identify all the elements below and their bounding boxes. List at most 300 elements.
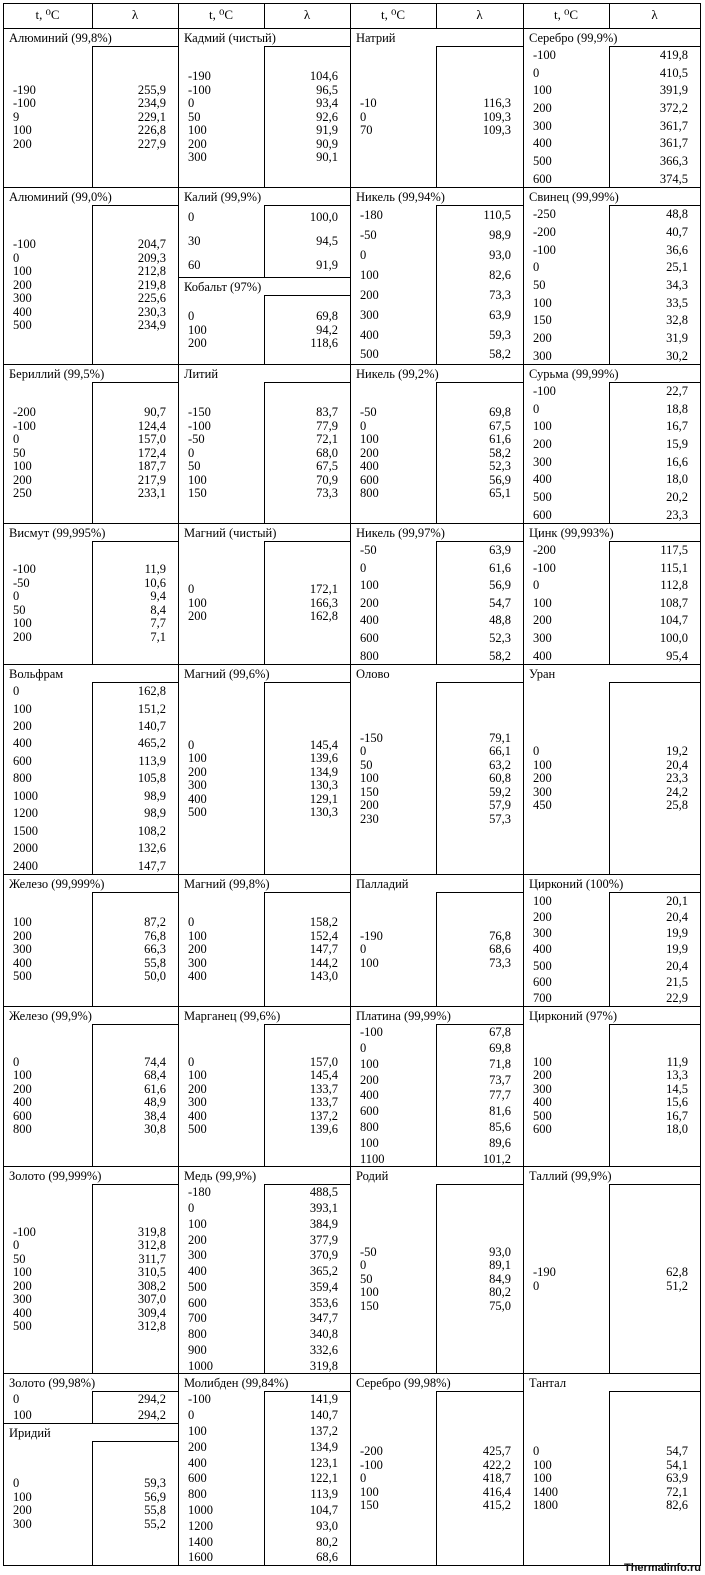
- temperature-value: -100: [533, 384, 556, 399]
- temperature-value: 230: [360, 811, 379, 826]
- grid-line-horizontal: [92, 1184, 179, 1185]
- lambda-value: 52,3: [489, 459, 511, 474]
- lambda-value: 113,9: [138, 753, 166, 768]
- lambda-value: 310,5: [137, 1265, 166, 1279]
- temperature-value: 600: [533, 507, 552, 522]
- grid-line-vertical: [700, 3, 701, 1566]
- temperature-value: 500: [533, 153, 552, 168]
- material-title: Родий: [356, 1169, 389, 1183]
- lambda-value: 90,1: [316, 150, 338, 165]
- temperature-value: 0: [360, 1041, 367, 1056]
- material-title: Никель (99,94%): [356, 190, 445, 204]
- temperature-value: 300: [533, 348, 552, 363]
- temperature-value: 600: [360, 1104, 379, 1119]
- temperature-value: 200: [13, 928, 32, 943]
- grid-line-vertical: [350, 3, 351, 1566]
- material-title: Платина (99,99%): [356, 1009, 451, 1023]
- lambda-value: 312,8: [137, 1238, 166, 1252]
- temperature-value: 100: [360, 267, 379, 282]
- lambda-value: 172,1: [309, 582, 338, 597]
- lambda-value: 13,3: [666, 1068, 688, 1082]
- temperature-value: 100: [360, 1135, 379, 1150]
- material-title: Магний (чистый): [184, 526, 277, 540]
- lambda-value: 59,2: [489, 784, 511, 799]
- lambda-value: 172,4: [137, 445, 166, 460]
- lambda-value: 90,7: [144, 405, 166, 420]
- grid-line-horizontal: [436, 682, 524, 683]
- temperature-value: -100: [13, 1224, 36, 1239]
- lambda-value: 48,8: [489, 613, 511, 628]
- temperature-value: -190: [188, 69, 211, 84]
- lambda-value: 10,6: [144, 575, 166, 590]
- grid-line-horizontal: [178, 277, 351, 278]
- temperature-value: 100: [533, 893, 552, 908]
- grid-line-horizontal: [264, 46, 351, 47]
- lambda-value: 109,3: [482, 109, 511, 124]
- lambda-value: 162,8: [309, 609, 338, 624]
- temperature-value: 200: [533, 330, 552, 345]
- temperature-value: 100: [533, 1054, 552, 1069]
- lambda-value: 30,8: [144, 1122, 166, 1136]
- temperature-value: 100: [533, 83, 552, 98]
- lambda-value: 98,9: [144, 806, 166, 821]
- grid-line-horizontal: [92, 1441, 179, 1442]
- grid-line-horizontal: [264, 205, 351, 206]
- grid-line-horizontal: [436, 892, 524, 893]
- temperature-value: 400: [533, 136, 552, 151]
- lambda-value: 59,3: [489, 327, 511, 342]
- lambda-value: 8,4: [150, 602, 166, 617]
- lambda-value: 9,4: [150, 589, 166, 603]
- lambda-value: 234,9: [137, 318, 166, 333]
- grid-line-horizontal: [609, 541, 701, 542]
- lambda-value: 51,2: [666, 1278, 688, 1293]
- grid-line-horizontal: [264, 295, 351, 296]
- lambda-value: 117,5: [660, 543, 688, 558]
- temperature-value: 800: [188, 1327, 207, 1342]
- lambda-value: 372,2: [659, 101, 688, 116]
- lambda-value: 226,8: [137, 123, 166, 138]
- material-title: Железо (99,999%): [9, 877, 105, 891]
- temperature-value: 400: [533, 472, 552, 487]
- lambda-value: 294,2: [137, 1408, 166, 1423]
- lambda-value: 15,6: [666, 1095, 688, 1109]
- temperature-value: 300: [533, 454, 552, 469]
- lambda-value: 73,3: [489, 287, 511, 302]
- lambda-value: 92,6: [316, 109, 338, 124]
- lambda-value: 18,8: [666, 401, 688, 416]
- grid-line-vertical: [178, 3, 179, 1566]
- lambda-value: 101,2: [482, 1151, 511, 1166]
- temperature-value: 0: [13, 1238, 20, 1252]
- grid-line-horizontal: [3, 1373, 701, 1374]
- lambda-value: 144,2: [309, 955, 338, 970]
- grid-line-horizontal: [436, 541, 524, 542]
- temperature-value: 200: [360, 798, 379, 813]
- temperature-value: -100: [533, 48, 556, 63]
- lambda-value: 359,4: [309, 1279, 338, 1294]
- lambda-value: 157,0: [309, 1054, 338, 1069]
- grid-line-vertical: [92, 1391, 93, 1424]
- temperature-value: 400: [188, 969, 207, 984]
- temperature-value: 100: [188, 123, 207, 138]
- grid-line-horizontal: [92, 382, 179, 383]
- grid-line-vertical: [92, 541, 93, 665]
- temperature-value: 300: [188, 1248, 207, 1263]
- lambda-value: 74,4: [144, 1054, 166, 1069]
- lambda-value: 361,7: [659, 136, 688, 151]
- temperature-value: 200: [533, 437, 552, 452]
- lambda-value: 58,2: [489, 648, 511, 663]
- grid-line-horizontal: [609, 1391, 701, 1392]
- material-title: Кобальт (97%): [184, 280, 262, 294]
- temperature-value: 400: [13, 955, 32, 970]
- temperature-value: -100: [13, 96, 36, 111]
- temperature-value: 450: [533, 798, 552, 813]
- grid-line-horizontal: [609, 892, 701, 893]
- temperature-value: 100: [533, 757, 552, 772]
- temperature-value: 600: [188, 1295, 207, 1310]
- temperature-value: 0: [533, 401, 540, 416]
- temperature-value: -100: [188, 82, 211, 97]
- temperature-value: 300: [360, 307, 379, 322]
- temperature-value: 100: [13, 915, 32, 930]
- grid-line-vertical: [609, 682, 610, 875]
- temperature-value: 0: [360, 248, 367, 263]
- lambda-value: 68,0: [316, 445, 338, 460]
- grid-line-horizontal: [436, 205, 524, 206]
- grid-line-horizontal: [92, 541, 179, 542]
- lambda-value: 162,8: [137, 684, 166, 699]
- lambda-value: 25,1: [666, 260, 688, 275]
- temperature-value: 1200: [13, 806, 38, 821]
- temperature-value: 0: [533, 578, 540, 593]
- temperature-value: 400: [188, 1108, 207, 1123]
- material-title: Цирконий (100%): [529, 877, 624, 891]
- temperature-value: 0: [360, 744, 367, 759]
- header-lambda: λ: [131, 7, 139, 22]
- lambda-value: 55,8: [144, 955, 166, 970]
- temperature-value: 500: [13, 1319, 32, 1333]
- lambda-value: 67,5: [489, 418, 511, 433]
- temperature-value: 0: [13, 250, 20, 265]
- material-title: Марганец (99,6%): [184, 1009, 281, 1023]
- temperature-value: 800: [360, 648, 379, 663]
- lambda-value: 36,6: [666, 242, 688, 257]
- lambda-value: 38,4: [144, 1108, 166, 1123]
- grid-line-horizontal: [436, 382, 524, 383]
- header-lambda: λ: [303, 7, 311, 22]
- temperature-value: 50: [360, 757, 373, 772]
- header-lambda: λ: [476, 7, 483, 22]
- lambda-value: 130,3: [309, 805, 338, 819]
- grid-line-horizontal: [609, 1184, 701, 1185]
- lambda-value: 340,8: [309, 1327, 338, 1342]
- temperature-value: 100: [533, 1457, 552, 1472]
- temperature-value: -200: [360, 1444, 383, 1459]
- lambda-value: 80,2: [489, 1285, 511, 1300]
- temperature-value: 100: [533, 419, 552, 434]
- grid-line-horizontal: [609, 205, 701, 206]
- material-title: Бериллий (99,5%): [9, 367, 105, 381]
- temperature-value: -50: [360, 228, 377, 243]
- grid-line-vertical: [264, 541, 265, 665]
- grid-line-vertical: [523, 3, 524, 1566]
- grid-line-vertical: [609, 205, 610, 365]
- lambda-value: 57,9: [489, 798, 511, 813]
- material-title: Серебро (99,9%): [529, 31, 618, 45]
- lambda-value: 115,1: [660, 560, 688, 575]
- lambda-value: 151,2: [137, 701, 166, 716]
- grid-line-horizontal: [3, 1166, 701, 1167]
- lambda-value: 110,5: [483, 208, 511, 223]
- lambda-value: 24,2: [666, 784, 688, 799]
- grid-line-vertical: [609, 382, 610, 524]
- temperature-value: 200: [13, 277, 32, 292]
- lambda-value: 30,2: [666, 348, 688, 363]
- temperature-value: 200: [13, 1081, 32, 1096]
- lambda-value: 34,3: [666, 277, 688, 292]
- lambda-value: 61,6: [489, 560, 511, 575]
- lambda-value: 59,3: [144, 1476, 166, 1490]
- thermal-conductivity-table: [3, 3, 700, 1565]
- lambda-value: 229,1: [137, 109, 166, 124]
- lambda-value: 366,3: [659, 153, 688, 168]
- header-temperature: t, ⁰C: [554, 7, 578, 22]
- temperature-value: -150: [360, 730, 383, 745]
- temperature-value: 200: [188, 1081, 207, 1096]
- grid-line-vertical: [92, 1184, 93, 1374]
- temperature-value: 0: [188, 96, 195, 111]
- temperature-value: 300: [188, 955, 207, 970]
- temperature-value: 300: [533, 631, 552, 646]
- grid-line-vertical: [264, 1184, 265, 1374]
- lambda-value: 104,7: [309, 1503, 338, 1518]
- grid-line-horizontal: [3, 1565, 701, 1566]
- lambda-value: 87,2: [144, 915, 166, 930]
- grid-line-vertical: [609, 46, 610, 188]
- grid-line-vertical: [264, 892, 265, 1007]
- grid-line-vertical: [609, 1184, 610, 1374]
- lambda-value: 134,9: [309, 764, 338, 779]
- material-title: Никель (99,2%): [356, 367, 439, 381]
- temperature-value: 1600: [188, 1550, 213, 1565]
- lambda-value: 370,9: [309, 1248, 338, 1263]
- lambda-value: 140,7: [309, 1408, 338, 1423]
- material-title: Литий: [184, 367, 219, 381]
- lambda-value: 145,4: [309, 1068, 338, 1082]
- temperature-value: 0: [13, 432, 20, 447]
- temperature-value: 500: [188, 1122, 207, 1136]
- temperature-value: 200: [13, 136, 32, 151]
- grid-line-vertical: [3, 3, 4, 1566]
- lambda-value: 67,8: [489, 1025, 511, 1040]
- lambda-value: 100,0: [659, 631, 688, 646]
- lambda-value: 105,8: [137, 771, 166, 786]
- lambda-value: 116,3: [483, 96, 511, 111]
- temperature-value: 300: [533, 118, 552, 133]
- lambda-value: 122,1: [309, 1471, 338, 1486]
- grid-line-vertical: [264, 1391, 265, 1566]
- grid-line-vertical: [609, 892, 610, 1007]
- temperature-value: -100: [533, 242, 556, 257]
- lambda-value: 7,1: [150, 629, 166, 644]
- lambda-value: 139,6: [309, 751, 338, 765]
- lambda-value: 18,0: [666, 1122, 688, 1136]
- lambda-value: 54,1: [666, 1457, 688, 1472]
- temperature-value: 200: [188, 136, 207, 151]
- grid-line-horizontal: [264, 682, 351, 683]
- lambda-value: 307,0: [137, 1292, 166, 1306]
- lambda-value: 219,8: [137, 277, 166, 292]
- material-title: Никель (99,97%): [356, 526, 445, 540]
- lambda-value: 123,1: [309, 1455, 338, 1470]
- material-title: Молибден (99,84%): [184, 1376, 289, 1390]
- temperature-value: 200: [13, 629, 32, 644]
- lambda-value: 312,8: [137, 1319, 166, 1333]
- lambda-value: 11,9: [666, 1054, 688, 1069]
- temperature-value: 200: [188, 609, 207, 624]
- lambda-value: 353,6: [309, 1295, 338, 1310]
- lambda-value: 23,3: [666, 507, 688, 522]
- temperature-value: 50: [13, 445, 26, 460]
- material-title: Натрий: [356, 31, 396, 45]
- temperature-value: 100: [13, 123, 32, 138]
- lambda-value: 62,8: [666, 1265, 688, 1279]
- grid-line-horizontal: [92, 892, 179, 893]
- grid-line-horizontal: [264, 541, 351, 542]
- lambda-value: 108,2: [137, 823, 166, 838]
- lambda-value: 18,0: [666, 472, 688, 487]
- temperature-value: 300: [188, 150, 207, 165]
- lambda-value: 20,4: [666, 909, 688, 924]
- temperature-value: 800: [360, 486, 379, 501]
- grid-line-horizontal: [436, 1391, 524, 1392]
- lambda-value: 61,6: [489, 432, 511, 447]
- temperature-value: 150: [360, 1498, 379, 1513]
- temperature-value: 0: [533, 744, 540, 759]
- temperature-value: 0: [188, 1408, 195, 1423]
- lambda-value: 204,7: [137, 237, 166, 252]
- lambda-value: 391,9: [659, 83, 688, 98]
- temperature-value: 300: [533, 1081, 552, 1096]
- material-title: Свинец (99,99%): [529, 190, 619, 204]
- lambda-value: 16,6: [666, 454, 688, 469]
- temperature-value: 100: [188, 1068, 207, 1082]
- temperature-value: 100: [13, 701, 32, 716]
- temperature-value: 100: [360, 1285, 379, 1300]
- temperature-value: -50: [188, 432, 205, 447]
- temperature-value: 0: [533, 1444, 540, 1459]
- temperature-value: 100: [360, 1056, 379, 1071]
- lambda-value: 347,7: [309, 1311, 338, 1326]
- temperature-value: 0: [13, 1392, 20, 1407]
- lambda-value: 63,9: [489, 543, 511, 558]
- material-title: Серебро (99,98%): [356, 1376, 451, 1390]
- temperature-value: 1800: [533, 1498, 558, 1513]
- lambda-value: 7,7: [150, 616, 166, 630]
- lambda-value: 384,9: [309, 1216, 338, 1231]
- temperature-value: 0: [360, 1258, 367, 1273]
- temperature-value: 0: [188, 445, 195, 460]
- lambda-value: 77,9: [316, 418, 338, 433]
- grid-line-vertical: [92, 892, 93, 1007]
- lambda-value: 309,4: [137, 1305, 166, 1320]
- temperature-value: 200: [13, 472, 32, 487]
- temperature-value: 150: [533, 313, 552, 328]
- lambda-value: 137,2: [309, 1423, 338, 1438]
- grid-line-vertical: [436, 1184, 437, 1374]
- lambda-value: 419,8: [659, 48, 688, 63]
- lambda-value: 109,3: [482, 123, 511, 138]
- header-temperature: t, ⁰C: [381, 7, 405, 22]
- lambda-value: 234,9: [137, 96, 166, 111]
- lambda-value: 73,3: [316, 486, 338, 501]
- temperature-value: 200: [188, 942, 207, 957]
- grid-line-vertical: [264, 1024, 265, 1167]
- lambda-value: 76,8: [489, 928, 511, 943]
- grid-line-horizontal: [92, 1024, 179, 1025]
- material-title: Иридий: [9, 1426, 51, 1440]
- lambda-value: 132,6: [137, 841, 166, 856]
- temperature-value: 300: [13, 1292, 32, 1306]
- temperature-value: 0: [533, 260, 540, 275]
- temperature-value: -100: [188, 418, 211, 433]
- temperature-value: 700: [533, 991, 552, 1006]
- grid-line-vertical: [264, 295, 265, 365]
- temperature-value: 150: [360, 1298, 379, 1313]
- grid-line-horizontal: [3, 3, 701, 4]
- temperature-value: 100: [188, 322, 207, 337]
- temperature-value: 200: [13, 719, 32, 734]
- material-title: Алюминий (99,8%): [9, 31, 112, 45]
- temperature-value: 500: [13, 969, 32, 984]
- temperature-value: 600: [533, 974, 552, 989]
- temperature-value: 300: [188, 1095, 207, 1109]
- lambda-value: 140,7: [137, 719, 166, 734]
- temperature-value: 250: [13, 486, 32, 501]
- temperature-value: 400: [13, 736, 32, 751]
- temperature-value: 100: [360, 771, 379, 786]
- temperature-value: 50: [533, 277, 546, 292]
- temperature-value: 50: [13, 1251, 26, 1266]
- lambda-value: 94,5: [316, 234, 338, 249]
- lambda-value: 72,1: [666, 1484, 688, 1499]
- temperature-value: -50: [13, 575, 30, 590]
- temperature-value: 300: [13, 942, 32, 957]
- lambda-value: 94,2: [316, 322, 338, 337]
- lambda-value: 11,9: [144, 562, 166, 576]
- lambda-value: 145,4: [309, 737, 338, 752]
- lambda-value: 56,9: [144, 1489, 166, 1504]
- lambda-value: 294,2: [137, 1392, 166, 1407]
- lambda-value: 23,3: [666, 771, 688, 786]
- lambda-value: 393,1: [309, 1201, 338, 1216]
- lambda-value: 308,2: [137, 1278, 166, 1293]
- temperature-value: 500: [533, 958, 552, 973]
- lambda-value: 54,7: [489, 595, 511, 610]
- material-title: Вольфрам: [9, 667, 64, 681]
- temperature-value: 2400: [13, 858, 38, 873]
- lambda-value: 63,2: [489, 757, 511, 772]
- grid-line-horizontal: [609, 682, 701, 683]
- temperature-value: 100: [360, 1484, 379, 1499]
- lambda-value: 58,2: [489, 445, 511, 460]
- lambda-value: 130,3: [309, 778, 338, 792]
- grid-line-vertical: [264, 382, 265, 524]
- grid-line-horizontal: [92, 682, 179, 683]
- temperature-value: -200: [13, 405, 36, 420]
